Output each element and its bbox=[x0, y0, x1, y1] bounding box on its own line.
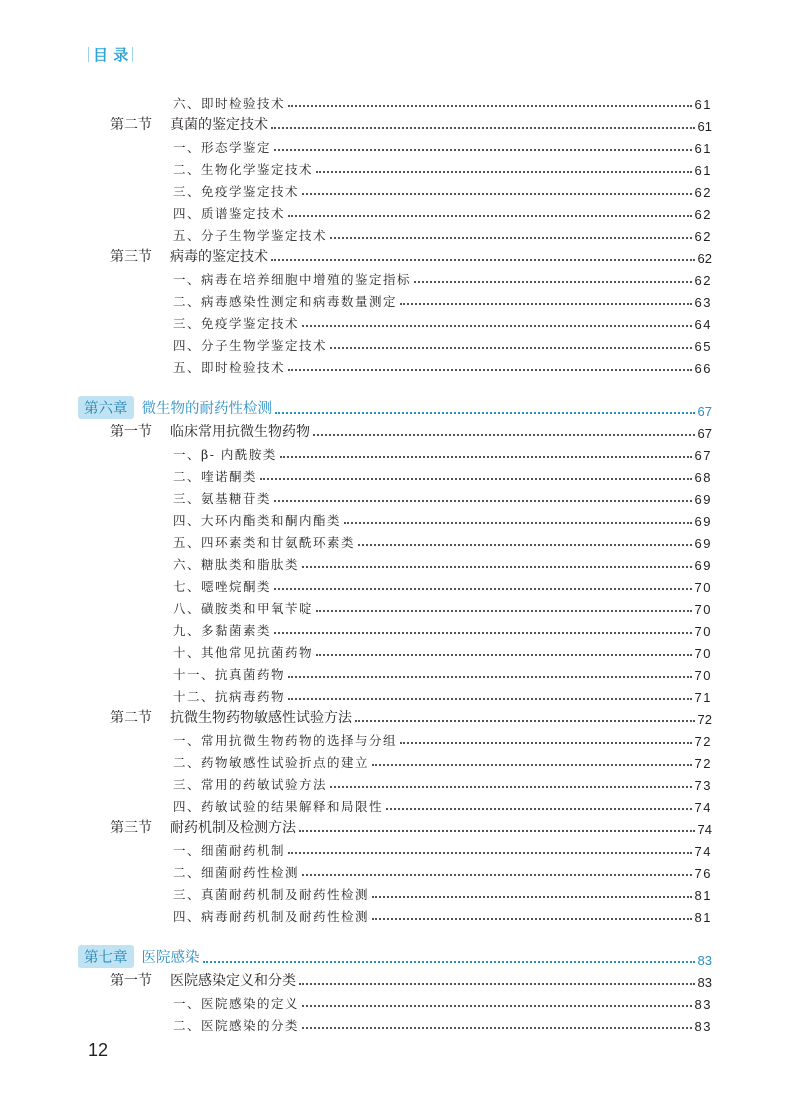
toc-section-number: 第二节 bbox=[110, 117, 152, 133]
dot-leader bbox=[355, 720, 695, 722]
toc-page-number: 62 bbox=[694, 229, 712, 244]
toc-item-label bbox=[173, 775, 327, 793]
toc-page-number: 69 bbox=[694, 514, 712, 529]
toc-item-row bbox=[173, 485, 712, 507]
toc-item-row bbox=[173, 727, 712, 749]
dot-leader bbox=[299, 830, 695, 832]
dot-leader bbox=[313, 434, 695, 436]
toc-item-row bbox=[173, 551, 712, 573]
toc-item-label bbox=[173, 797, 383, 815]
toc-item-row bbox=[173, 661, 712, 683]
toc-item-title: 四、病毒耐药机制及耐药性检测 bbox=[173, 909, 370, 924]
toc-item-title: 三、氨基糖苷类 bbox=[173, 491, 272, 506]
dot-leader bbox=[302, 1005, 692, 1007]
toc-item-label bbox=[173, 907, 369, 925]
toc-item-row bbox=[173, 441, 712, 463]
toc-item-row bbox=[173, 771, 712, 793]
toc-item-row bbox=[173, 507, 712, 529]
dot-leader bbox=[400, 742, 692, 744]
toc-item-title: 三、免疫学鉴定技术 bbox=[173, 184, 300, 199]
toc-item-title: 十、其他常见抗菌药物 bbox=[173, 645, 314, 660]
dot-leader bbox=[299, 983, 695, 985]
toc-section-row bbox=[110, 705, 712, 727]
toc-item-row bbox=[173, 178, 712, 200]
toc-item-row bbox=[173, 1012, 712, 1034]
toc-item-row bbox=[173, 529, 712, 551]
dot-leader bbox=[372, 764, 692, 766]
toc-item-label bbox=[173, 138, 271, 156]
toc-item-label bbox=[173, 643, 313, 661]
toc-section-title: 真菌的鉴定技术 bbox=[170, 117, 268, 133]
toc-item-title: 三、免疫学鉴定技术 bbox=[173, 316, 300, 331]
toc-item-label bbox=[173, 533, 355, 551]
toc-item-row bbox=[173, 222, 712, 244]
toc-item-label bbox=[173, 226, 327, 244]
toc-item-title: 二、病毒感染性测定和病毒数量测定 bbox=[173, 294, 398, 309]
toc-item-title: 四、大环内酯类和酮内酯类 bbox=[173, 513, 342, 528]
toc-item-row bbox=[173, 266, 712, 288]
toc-section-row bbox=[110, 112, 712, 134]
dot-leader bbox=[271, 127, 695, 129]
toc-page-number: 70 bbox=[694, 668, 712, 683]
toc-item-row bbox=[173, 354, 712, 376]
toc-item-label bbox=[173, 445, 277, 463]
toc-item-title: 二、药物敏感性试验折点的建立 bbox=[173, 755, 370, 770]
dot-leader bbox=[330, 786, 692, 788]
toc-page-number: 74 bbox=[697, 822, 712, 837]
toc-chapter-row bbox=[78, 397, 712, 419]
dot-leader bbox=[302, 325, 692, 327]
header-bar-right bbox=[132, 47, 133, 62]
dot-leader bbox=[316, 610, 692, 612]
toc-page-number: 62 bbox=[694, 207, 712, 222]
toc-section-row bbox=[110, 815, 712, 837]
toc-item-row bbox=[173, 749, 712, 771]
toc-item-label bbox=[173, 94, 285, 112]
toc-section-number: 第二节 bbox=[110, 710, 152, 726]
toc-page-number: 74 bbox=[694, 800, 712, 815]
toc-item-title: 二、喹诺酮类 bbox=[173, 469, 258, 484]
toc-item-title: 四、分子生物学鉴定技术 bbox=[173, 338, 328, 353]
toc-section-title: 耐药机制及检测方法 bbox=[170, 820, 296, 836]
toc-item-row bbox=[173, 837, 712, 859]
toc-chapter-label bbox=[78, 396, 272, 419]
toc-page-number: 61 bbox=[694, 97, 712, 112]
toc-section-title: 病毒的鉴定技术 bbox=[170, 249, 268, 265]
toc-page-number: 71 bbox=[694, 690, 712, 705]
toc-item-title: 一、病毒在培养细胞中增殖的鉴定指标 bbox=[173, 272, 412, 287]
toc-section-label bbox=[110, 817, 296, 837]
toc-page-number: 65 bbox=[694, 339, 712, 354]
toc-page-number: 61 bbox=[694, 141, 712, 156]
toc-item-row bbox=[173, 881, 712, 903]
toc-item-title: 八、磺胺类和甲氧苄啶 bbox=[173, 601, 314, 616]
toc-item-row bbox=[173, 573, 712, 595]
toc-chapter-title: 医院感染 bbox=[141, 950, 200, 966]
toc-item-row bbox=[173, 463, 712, 485]
toc-item-title: 一、常用抗微生物药物的选择与分组 bbox=[173, 733, 398, 748]
dot-leader bbox=[344, 522, 692, 524]
toc-item-row bbox=[173, 200, 712, 222]
toc-item-label bbox=[173, 731, 397, 749]
toc-item-label bbox=[173, 511, 341, 529]
toc-item-label bbox=[173, 577, 271, 595]
toc-section-number: 第三节 bbox=[110, 249, 152, 265]
dot-leader bbox=[302, 193, 692, 195]
toc-section-number: 第一节 bbox=[110, 424, 152, 440]
toc-item-row bbox=[173, 332, 712, 354]
toc-item-title: 二、细菌耐药性检测 bbox=[173, 865, 300, 880]
toc-page-number: 70 bbox=[694, 580, 712, 595]
dot-leader bbox=[288, 369, 692, 371]
toc-item-title: 四、质谱鉴定技术 bbox=[173, 206, 286, 221]
toc-item-label bbox=[173, 994, 299, 1012]
toc-section-label bbox=[110, 114, 268, 134]
header-bar-left bbox=[88, 47, 89, 62]
dot-leader bbox=[302, 566, 692, 568]
toc-item-title: 六、糖肽类和脂肽类 bbox=[173, 557, 300, 572]
toc-item-title: 一、形态学鉴定 bbox=[173, 140, 272, 155]
toc-item-title: 三、常用的药敏试验方法 bbox=[173, 777, 328, 792]
toc-item-title: 一、医院感染的定义 bbox=[173, 996, 300, 1011]
toc-page-number: 62 bbox=[697, 251, 712, 266]
toc-section-label bbox=[110, 970, 296, 990]
toc-item-label bbox=[173, 753, 369, 771]
toc-page-number: 83 bbox=[697, 975, 712, 990]
dot-leader bbox=[302, 874, 692, 876]
toc-item-title: 四、药敏试验的结果解释和局限性 bbox=[173, 799, 384, 814]
toc-item-row bbox=[173, 793, 712, 815]
toc-item-row bbox=[173, 595, 712, 617]
toc-item-label bbox=[173, 555, 299, 573]
toc-section-title: 临床常用抗微生物药物 bbox=[170, 424, 310, 440]
dot-leader bbox=[372, 918, 692, 920]
toc-item-title: 十二、抗病毒药物 bbox=[173, 689, 286, 704]
toc-page-number: 72 bbox=[694, 756, 712, 771]
toc-item-label bbox=[173, 841, 285, 859]
toc-item-label bbox=[173, 292, 397, 310]
dot-leader bbox=[302, 1027, 692, 1029]
toc-item-title: 一、β- 内酰胺类 bbox=[173, 447, 277, 462]
dot-leader bbox=[316, 654, 692, 656]
toc-page-number: 61 bbox=[697, 119, 712, 134]
toc-item-title: 五、即时检验技术 bbox=[173, 360, 286, 375]
toc-chapter-label bbox=[78, 945, 200, 968]
toc-item-label bbox=[173, 270, 411, 288]
toc-item-label bbox=[173, 489, 271, 507]
toc-item-label bbox=[173, 204, 285, 222]
toc-page-number: 70 bbox=[694, 602, 712, 617]
toc-page-number: 70 bbox=[694, 624, 712, 639]
toc-page-number: 76 bbox=[694, 866, 712, 881]
dot-leader bbox=[260, 478, 692, 480]
toc-chapter-title: 微生物的耐药性检测 bbox=[141, 401, 272, 417]
toc-item-row bbox=[173, 156, 712, 178]
toc-item-row bbox=[173, 310, 712, 332]
dot-leader bbox=[274, 500, 692, 502]
toc-item-row bbox=[173, 903, 712, 925]
toc-header bbox=[84, 44, 137, 65]
toc-page-number: 70 bbox=[694, 646, 712, 661]
toc-section-label bbox=[110, 246, 268, 266]
toc-page-number: 61 bbox=[694, 163, 712, 178]
toc-title: 目 录 bbox=[93, 46, 129, 64]
toc-item-label bbox=[173, 621, 271, 639]
toc-item-row bbox=[173, 859, 712, 881]
toc-page-number: 83 bbox=[694, 997, 712, 1012]
toc-chapter-row bbox=[78, 946, 712, 968]
toc-item-label bbox=[173, 665, 285, 683]
toc-item-title: 七、噁唑烷酮类 bbox=[173, 579, 272, 594]
dot-leader bbox=[274, 632, 692, 634]
toc-item-title: 五、分子生物学鉴定技术 bbox=[173, 228, 328, 243]
toc-item-row bbox=[173, 639, 712, 661]
toc-item-row bbox=[173, 617, 712, 639]
dot-leader bbox=[271, 259, 695, 261]
toc-item-row bbox=[173, 990, 712, 1012]
toc-chapter-number: 第七章 bbox=[78, 945, 134, 968]
toc-section-row bbox=[110, 419, 712, 441]
dot-leader bbox=[274, 149, 692, 151]
dot-leader bbox=[288, 676, 692, 678]
toc-page-number: 66 bbox=[694, 361, 712, 376]
dot-leader bbox=[330, 237, 692, 239]
toc-section-row bbox=[110, 968, 712, 990]
toc-item-label bbox=[173, 182, 299, 200]
dot-leader bbox=[330, 347, 692, 349]
toc-item-title: 五、四环素类和甘氨酰环素类 bbox=[173, 535, 356, 550]
toc-section-title: 抗微生物药物敏感性试验方法 bbox=[170, 710, 352, 726]
page-number: 12 bbox=[88, 1040, 109, 1060]
toc-item-label bbox=[173, 687, 285, 705]
toc-page-number: 69 bbox=[694, 492, 712, 507]
dot-leader bbox=[280, 456, 692, 458]
toc-item-row bbox=[173, 288, 712, 310]
toc-page-number: 62 bbox=[694, 273, 712, 288]
toc-item-label bbox=[173, 599, 313, 617]
toc-item-row bbox=[173, 90, 712, 112]
toc-item-label bbox=[173, 160, 313, 178]
dot-leader bbox=[386, 808, 692, 810]
dot-leader bbox=[400, 303, 692, 305]
toc-page-number: 72 bbox=[697, 712, 712, 727]
toc-page-number: 81 bbox=[694, 888, 712, 903]
dot-leader bbox=[288, 852, 692, 854]
toc-item-row bbox=[173, 134, 712, 156]
toc-section-row bbox=[110, 244, 712, 266]
toc-page-number: 69 bbox=[694, 558, 712, 573]
dot-leader bbox=[274, 588, 692, 590]
toc-page-number: 72 bbox=[694, 734, 712, 749]
toc-item-label bbox=[173, 467, 257, 485]
toc-item-title: 一、细菌耐药机制 bbox=[173, 843, 286, 858]
toc-section-title: 医院感染定义和分类 bbox=[170, 973, 296, 989]
toc-item-label bbox=[173, 336, 327, 354]
toc-section-label bbox=[110, 707, 352, 727]
toc-section-number: 第三节 bbox=[110, 820, 152, 836]
toc-item-title: 十一、抗真菌药物 bbox=[173, 667, 286, 682]
toc-page-number: 74 bbox=[694, 844, 712, 859]
toc-page-number: 83 bbox=[697, 953, 712, 968]
toc-page-number: 67 bbox=[694, 448, 712, 463]
toc-item-label bbox=[173, 358, 285, 376]
dot-leader bbox=[275, 412, 695, 414]
toc-item-label bbox=[173, 885, 369, 903]
dot-leader bbox=[288, 698, 692, 700]
toc-item-title: 二、医院感染的分类 bbox=[173, 1018, 300, 1033]
dot-leader bbox=[358, 544, 692, 546]
toc-item-label bbox=[173, 314, 299, 332]
toc-section-number: 第一节 bbox=[110, 973, 152, 989]
toc-item-title: 九、多黏菌素类 bbox=[173, 623, 272, 638]
toc-page-number: 64 bbox=[694, 317, 712, 332]
toc-item-label bbox=[173, 1016, 299, 1034]
dot-leader bbox=[316, 171, 692, 173]
toc-item-label bbox=[173, 863, 299, 881]
toc-page-number: 67 bbox=[697, 404, 712, 419]
toc-page-number: 69 bbox=[694, 536, 712, 551]
dot-leader bbox=[203, 961, 695, 963]
toc-item-title: 二、生物化学鉴定技术 bbox=[173, 162, 314, 177]
toc-page-number: 68 bbox=[694, 470, 712, 485]
toc-chapter-number: 第六章 bbox=[78, 396, 134, 419]
toc-item-title: 六、即时检验技术 bbox=[173, 96, 286, 111]
toc-page-number: 73 bbox=[694, 778, 712, 793]
dot-leader bbox=[414, 281, 692, 283]
toc-page-number: 63 bbox=[694, 295, 712, 310]
toc-item-row bbox=[173, 683, 712, 705]
toc-section-label bbox=[110, 421, 310, 441]
toc-page-number: 81 bbox=[694, 910, 712, 925]
toc-page-number: 62 bbox=[694, 185, 712, 200]
dot-leader bbox=[288, 105, 692, 107]
toc-page-number: 67 bbox=[697, 426, 712, 441]
toc-item-title: 三、真菌耐药机制及耐药性检测 bbox=[173, 887, 370, 902]
toc-page-number: 83 bbox=[694, 1019, 712, 1034]
dot-leader bbox=[288, 215, 692, 217]
dot-leader bbox=[372, 896, 692, 898]
